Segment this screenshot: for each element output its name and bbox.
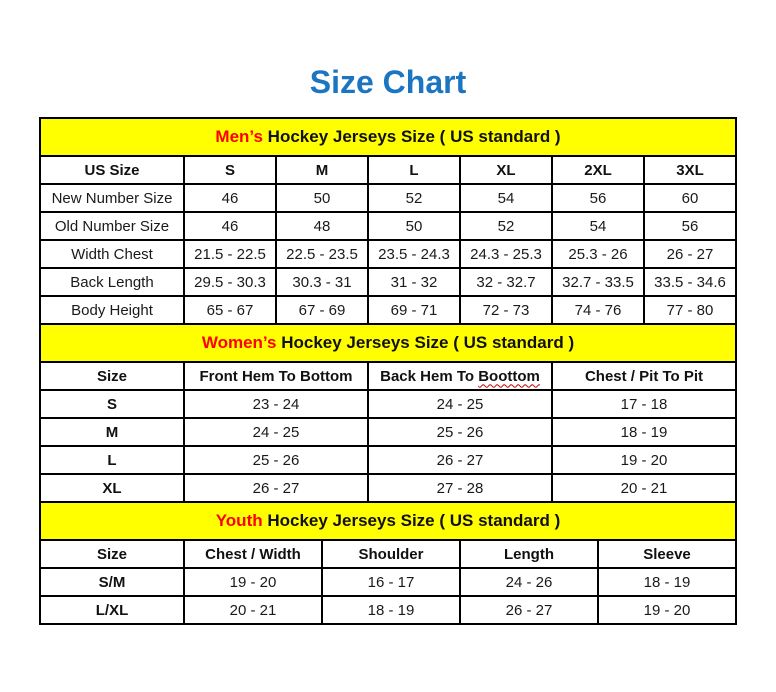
table-row: [40, 474, 736, 502]
size-cell: 31 - 32: [368, 268, 460, 296]
size-cell: 18 - 19: [552, 418, 736, 446]
row-label: M: [40, 418, 184, 446]
youth-section-header: [40, 502, 736, 540]
size-cell: 25 - 26: [368, 418, 552, 446]
column-header: Sleeve: [598, 540, 736, 568]
column-header: 2XL: [552, 156, 644, 184]
size-cell: 19 - 20: [184, 568, 322, 596]
youth-header-highlight: Youth: [215, 511, 263, 530]
mens-column-header-row: [40, 156, 736, 184]
size-cell: 24 - 26: [460, 568, 598, 596]
size-cell: 16 - 17: [322, 568, 460, 596]
size-cell: 29.5 - 30.3: [184, 268, 276, 296]
column-header: US Size: [40, 156, 184, 184]
size-cell: 26 - 27: [184, 474, 368, 502]
size-cell: 50: [368, 212, 460, 240]
size-cell: 18 - 19: [598, 568, 736, 596]
size-cell: 65 - 67: [184, 296, 276, 324]
table-row: [40, 446, 736, 474]
table-row: [40, 296, 736, 324]
womens-size-table: [39, 323, 737, 503]
row-label: L: [40, 446, 184, 474]
table-row: [40, 568, 736, 596]
size-cell: 33.5 - 34.6: [644, 268, 736, 296]
column-header: [368, 362, 552, 390]
size-cell: 19 - 20: [598, 596, 736, 624]
size-cell: 21.5 - 22.5: [184, 240, 276, 268]
womens-section-header: [40, 324, 736, 362]
size-cell: 54: [460, 184, 552, 212]
column-header: Size: [40, 362, 184, 390]
size-cell: 24 - 25: [368, 390, 552, 418]
mens-header-rest: Hockey Jerseys Size ( US standard ): [262, 127, 561, 146]
column-header: L: [368, 156, 460, 184]
womens-header-rest: Hockey Jerseys Size ( US standard ): [276, 333, 575, 352]
size-cell: 20 - 21: [184, 596, 322, 624]
column-header: Size: [40, 540, 184, 568]
size-cell: 69 - 71: [368, 296, 460, 324]
column-header-text: Back Hem To: [380, 367, 479, 385]
size-cell: 25.3 - 26: [552, 240, 644, 268]
table-row: [40, 390, 736, 418]
mens-section-band: [40, 118, 736, 156]
table-row: [40, 212, 736, 240]
size-cell: 23.5 - 24.3: [368, 240, 460, 268]
size-cell: 23 - 24: [184, 390, 368, 418]
size-cell: 24 - 25: [184, 418, 368, 446]
row-label: Body Height: [40, 296, 184, 324]
row-label: S/M: [40, 568, 184, 596]
size-cell: 60: [644, 184, 736, 212]
column-header: Front Hem To Bottom: [184, 362, 368, 390]
row-label: New Number Size: [40, 184, 184, 212]
size-cell: 77 - 80: [644, 296, 736, 324]
size-cell: 18 - 19: [322, 596, 460, 624]
column-header: Chest / Pit To Pit: [552, 362, 736, 390]
youth-column-header-row: [40, 540, 736, 568]
column-header: M: [276, 156, 368, 184]
mens-size-table: [39, 117, 737, 325]
table-row: [40, 268, 736, 296]
size-cell: 27 - 28: [368, 474, 552, 502]
size-cell: 32.7 - 33.5: [552, 268, 644, 296]
size-cell: 52: [368, 184, 460, 212]
womens-section-band: [40, 324, 736, 362]
misspelled-word-wavy-underline: Boottom: [478, 367, 540, 385]
size-cell: 19 - 20: [552, 446, 736, 474]
size-cell: 17 - 18: [552, 390, 736, 418]
column-header: Length: [460, 540, 598, 568]
size-cell: 24.3 - 25.3: [460, 240, 552, 268]
row-label: Width Chest: [40, 240, 184, 268]
size-cell: 56: [552, 184, 644, 212]
row-label: L/XL: [40, 596, 184, 624]
size-cell: 22.5 - 23.5: [276, 240, 368, 268]
size-cell: 74 - 76: [552, 296, 644, 324]
row-label: S: [40, 390, 184, 418]
column-header: S: [184, 156, 276, 184]
size-cell: 26 - 27: [460, 596, 598, 624]
youth-section-band: [40, 502, 736, 540]
size-cell: 50: [276, 184, 368, 212]
size-cell: 46: [184, 212, 276, 240]
womens-header-highlight: Women’s: [201, 333, 277, 352]
size-cell: 20 - 21: [552, 474, 736, 502]
row-label: Back Length: [40, 268, 184, 296]
table-row: [40, 596, 736, 624]
size-cell: 26 - 27: [644, 240, 736, 268]
youth-header-rest: Hockey Jerseys Size ( US standard ): [262, 511, 561, 530]
row-label: XL: [40, 474, 184, 502]
mens-section-header: [40, 118, 736, 156]
column-header: 3XL: [644, 156, 736, 184]
size-chart: [39, 117, 737, 625]
womens-column-header-row: [40, 362, 736, 390]
table-row: [40, 240, 736, 268]
size-cell: 48: [276, 212, 368, 240]
column-header: Chest / Width: [184, 540, 322, 568]
table-row: [40, 418, 736, 446]
mens-header-highlight: Men’s: [215, 127, 263, 146]
table-row: [40, 184, 736, 212]
size-cell: 25 - 26: [184, 446, 368, 474]
column-header: XL: [460, 156, 552, 184]
size-cell: 56: [644, 212, 736, 240]
column-header: Shoulder: [322, 540, 460, 568]
size-cell: 32 - 32.7: [460, 268, 552, 296]
page-title: Size Chart: [309, 64, 467, 100]
row-label: Old Number Size: [40, 212, 184, 240]
size-cell: 52: [460, 212, 552, 240]
size-cell: 46: [184, 184, 276, 212]
size-cell: 30.3 - 31: [276, 268, 368, 296]
size-cell: 26 - 27: [368, 446, 552, 474]
size-cell: 54: [552, 212, 644, 240]
size-cell: 72 - 73: [460, 296, 552, 324]
youth-size-table: [39, 501, 737, 625]
size-cell: 67 - 69: [276, 296, 368, 324]
